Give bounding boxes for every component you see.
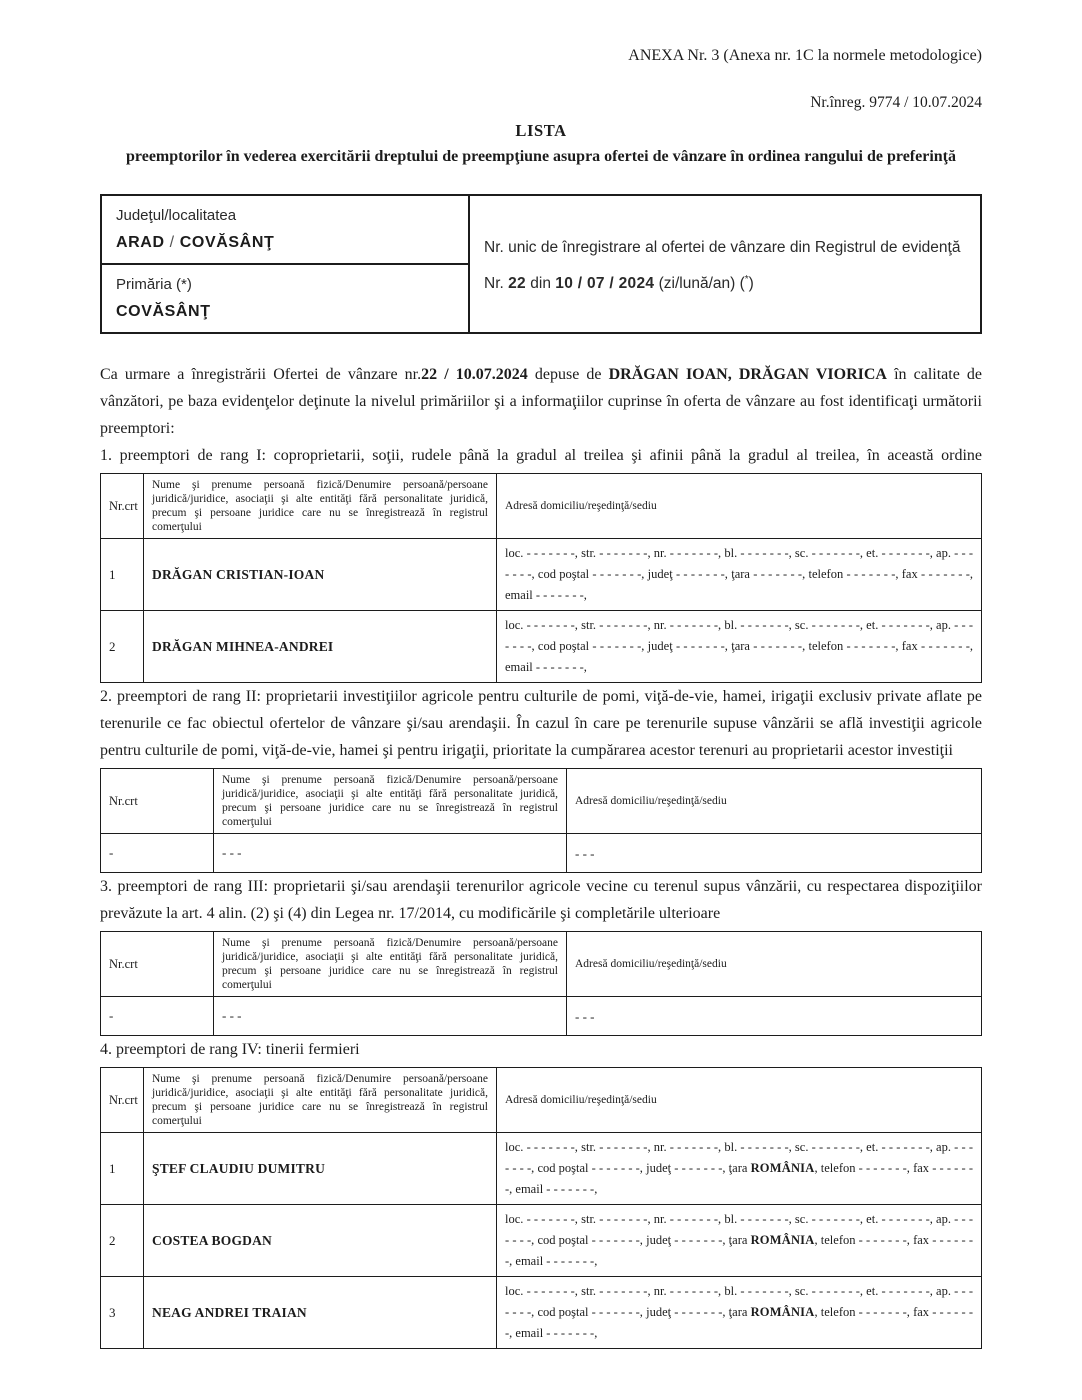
offer-reference: 22 / 10.07.2024 bbox=[421, 366, 528, 383]
table-row bbox=[101, 1205, 982, 1277]
column-header-address: Adresă domiciliu/reşedinţă/sediu bbox=[497, 474, 982, 539]
county-value bbox=[116, 233, 454, 253]
column-header-address: Adresă domiciliu/reşedinţă/sediu bbox=[497, 1068, 982, 1133]
cityhall-label: Primăria (*) bbox=[116, 276, 192, 293]
preemptor-address bbox=[497, 1205, 982, 1277]
table-row bbox=[101, 834, 982, 873]
column-header-nr: Nr.crt bbox=[101, 769, 214, 834]
rank4-table bbox=[100, 1067, 982, 1349]
rank2-table bbox=[100, 768, 982, 873]
preemptor-address bbox=[497, 1277, 982, 1349]
table-row bbox=[101, 997, 982, 1036]
paren-close: ) bbox=[748, 274, 754, 292]
address-before-country: loc. - - - - - - -, str. - - - - - - -, nr. - - - - - - -, bl. - - - - - - -, sc. - - - - - - -, et. - - - - - - -, ap. - - - - - - -, cod poştal - - - - - - -, judeţ - - - - - - -, ţara bbox=[505, 1284, 973, 1319]
unique-registration-cell bbox=[469, 195, 981, 333]
registration-number-line: Nr.înreg. 9774 / 10.07.2024 bbox=[810, 94, 982, 111]
column-header-nr: Nr.crt bbox=[101, 1068, 144, 1133]
address-after-country: , telefon - - - - - - -, fax - - - - - - -, email - - - - - - -, bbox=[505, 1233, 973, 1268]
rank4-heading: 4. preemptori de rang IV: tinerii fermieri bbox=[100, 1041, 360, 1058]
country-name: ROMÂNIA bbox=[750, 1161, 815, 1175]
locality-name: COVĂSÂNŢ bbox=[179, 234, 275, 251]
table-header-row bbox=[101, 474, 982, 539]
table-row bbox=[101, 1277, 982, 1349]
document-title: LISTA bbox=[515, 121, 567, 140]
preemptor-address: - - - bbox=[567, 997, 982, 1036]
rank1-table bbox=[100, 473, 982, 683]
nr-label: Nr. bbox=[484, 274, 504, 292]
din-label: din bbox=[530, 274, 551, 292]
date-value: 10 / 07 / 2024 bbox=[555, 274, 655, 292]
row-number: 1 bbox=[101, 539, 144, 611]
registration-entry bbox=[484, 272, 966, 296]
preemptor-name: ŞTEF CLAUDIU DUMITRU bbox=[144, 1133, 497, 1205]
address-before-country: loc. - - - - - - -, str. - - - - - - -, nr. - - - - - - -, bl. - - - - - - -, sc. - - - - - - -, et. - - - - - - -, ap. - - - - - - -, cod poştal - - - - - - -, judeţ - - - - - - -, ţara bbox=[505, 1140, 973, 1175]
table-row bbox=[101, 1133, 982, 1205]
row-number: - bbox=[101, 834, 214, 873]
preemptor-name: - - - bbox=[214, 997, 567, 1036]
column-header-address: Adresă domiciliu/reşedinţă/sediu bbox=[567, 932, 982, 997]
date-note: (zi/lună/an) ( bbox=[658, 274, 745, 292]
county-cell bbox=[101, 195, 469, 264]
address-after-country: , telefon - - - - - - -, fax - - - - - - -, email - - - - - - -, bbox=[505, 1161, 973, 1196]
sellers-names: DRĂGAN IOAN, DRĂGAN VIORICA bbox=[608, 366, 887, 383]
column-header-name: Nume şi prenume persoană fizică/Denumire persoană/persoane juridică/juridice, asociaţii şi alte entităţi fără personalitate juridică, precum şi persoane juridice care nu se înregistrează în registrul comerţului bbox=[144, 1068, 497, 1133]
preemptor-name: NEAG ANDREI TRAIAN bbox=[144, 1277, 497, 1349]
county-label: Judeţul/localitatea bbox=[116, 207, 237, 224]
annex-reference: ANEXA Nr. 3 (Anexa nr. 1C la normele metodologice) bbox=[628, 47, 982, 64]
rank3-table bbox=[100, 931, 982, 1036]
table-header-row bbox=[101, 932, 982, 997]
preemptor-address: loc. - - - - - - -, str. - - - - - - -, nr. - - - - - - -, bl. - - - - - - -, sc. - - - - - - -, et. - - - - - - -, ap. - - - - - - -, cod poştal - - - - - - -, judeţ - - - - - - -, ţara - - - - - - -, telefon - - - - - - -, fax - - - - - - -, email - - - - - - -, bbox=[497, 611, 982, 683]
registration-info-table bbox=[100, 194, 982, 334]
column-header-address: Adresă domiciliu/reşedinţă/sediu bbox=[567, 769, 982, 834]
column-header-nr: Nr.crt bbox=[101, 932, 214, 997]
table-row bbox=[101, 539, 982, 611]
country-name: ROMÂNIA bbox=[750, 1305, 815, 1319]
cityhall-cell bbox=[101, 264, 469, 333]
table-header-row bbox=[101, 1068, 982, 1133]
intro-seg1: Ca urmare a înregistrării Ofertei de vânzare nr. bbox=[100, 366, 422, 383]
unique-registration-label: Nr. unic de înregistrare al ofertei de vânzare din Registrul de evidenţă bbox=[484, 238, 961, 256]
nr-value: 22 bbox=[508, 274, 526, 292]
column-header-name: Nume şi prenume persoană fizică/Denumire persoană/persoane juridică/juridice, asociaţii şi alte entităţi fără personalitate juridică, precum şi persoane juridice care nu se înregistrează în registrul comerţului bbox=[144, 474, 497, 539]
preemptor-address: loc. - - - - - - -, str. - - - - - - -, nr. - - - - - - -, bl. - - - - - - -, sc. - - - - - - -, et. - - - - - - -, ap. - - - - - - -, cod poştal - - - - - - -, judeţ - - - - - - -, ţara - - - - - - -, telefon - - - - - - -, fax - - - - - - -, email - - - - - - -, bbox=[497, 539, 982, 611]
preemptor-name: - - - bbox=[214, 834, 567, 873]
address-after-country: , telefon - - - - - - -, fax - - - - - - -, email - - - - - - -, bbox=[505, 1305, 973, 1340]
intro-seg2: depuse de bbox=[527, 366, 609, 383]
document-subtitle: preemptorilor în vederea exercitării dreptului de preempţiune asupra ofertei de vânzare în ordinea rangului de preferinţă bbox=[126, 148, 956, 165]
preemptor-name: DRĂGAN CRISTIAN-IOAN bbox=[144, 539, 497, 611]
table-header-row bbox=[101, 769, 982, 834]
preemptor-name: COSTEA BOGDAN bbox=[144, 1205, 497, 1277]
table-row bbox=[101, 611, 982, 683]
preemptor-address: - - - bbox=[567, 834, 982, 873]
intro-paragraph bbox=[100, 361, 982, 442]
rank3-heading: 3. preemptori de rang III: proprietarii şi/sau arendaşii terenurilor agricole vecine cu terenul supus vânzării, cu respectarea dispoziţiilor prevăzute la art. 4 alin. (2) şi (4) din Legea nr. 17/2014, cu modificările şi completările ulterioare bbox=[100, 878, 982, 922]
column-header-name: Nume şi prenume persoană fizică/Denumire persoană/persoane juridică/juridice, asociaţii şi alte entităţi fără personalitate juridică, precum şi persoane juridice care nu se înregistrează în registrul comerţului bbox=[214, 932, 567, 997]
column-header-name: Nume şi prenume persoană fizică/Denumire persoană/persoane juridică/juridice, asociaţii şi alte entităţi fără personalitate juridică, precum şi persoane juridice care nu se înregistrează în registrul comerţului bbox=[214, 769, 567, 834]
county-separator: / bbox=[169, 234, 175, 251]
country-name: ROMÂNIA bbox=[750, 1233, 815, 1247]
row-number: 1 bbox=[101, 1133, 144, 1205]
row-number: - bbox=[101, 997, 214, 1036]
asterisk-superscript: * bbox=[744, 273, 749, 285]
cityhall-value: COVĂSÂNŢ bbox=[116, 303, 211, 320]
address-before-country: loc. - - - - - - -, str. - - - - - - -, nr. - - - - - - -, bl. - - - - - - -, sc. - - - - - - -, et. - - - - - - -, ap. - - - - - - -, cod poştal - - - - - - -, judeţ - - - - - - -, ţara bbox=[505, 1212, 973, 1247]
rank1-heading: 1. preemptori de rang I: coproprietarii, soţii, rudele până la gradul al treilea şi afinii până la gradul al treilea, în această ordine bbox=[100, 447, 982, 464]
column-header-nr: Nr.crt bbox=[101, 474, 144, 539]
row-number: 3 bbox=[101, 1277, 144, 1349]
row-number: 2 bbox=[101, 611, 144, 683]
intro-seg3: în calitate de vânzători, pe baza evidenţelor deţinute la nivelul primăriilor şi a informaţiilor cuprinse în oferta de vânzare au fost identificaţi următorii preemptori: bbox=[100, 366, 983, 437]
preemptor-name: DRĂGAN MIHNEA-ANDREI bbox=[144, 611, 497, 683]
rank2-heading: 2. preemptori de rang II: proprietarii investiţiilor agricole pentru culturile de pomi, viţă-de-vie, hamei, irigaţii exclusiv private aflate pe terenurile ce fac obiectul ofertelor de vânzare şi/sau arendaşii. În cazul în care pe terenurile supuse vânzării se află investiţii agricole pentru culturile de pomi, viţă-de-vie, hamei şi pentru irigaţii, prioritate la cumpărarea acestor terenuri au proprietarii acestor investiţii bbox=[100, 688, 982, 759]
preemptor-address bbox=[497, 1133, 982, 1205]
county-name: ARAD bbox=[116, 234, 165, 251]
row-number: 2 bbox=[101, 1205, 144, 1277]
